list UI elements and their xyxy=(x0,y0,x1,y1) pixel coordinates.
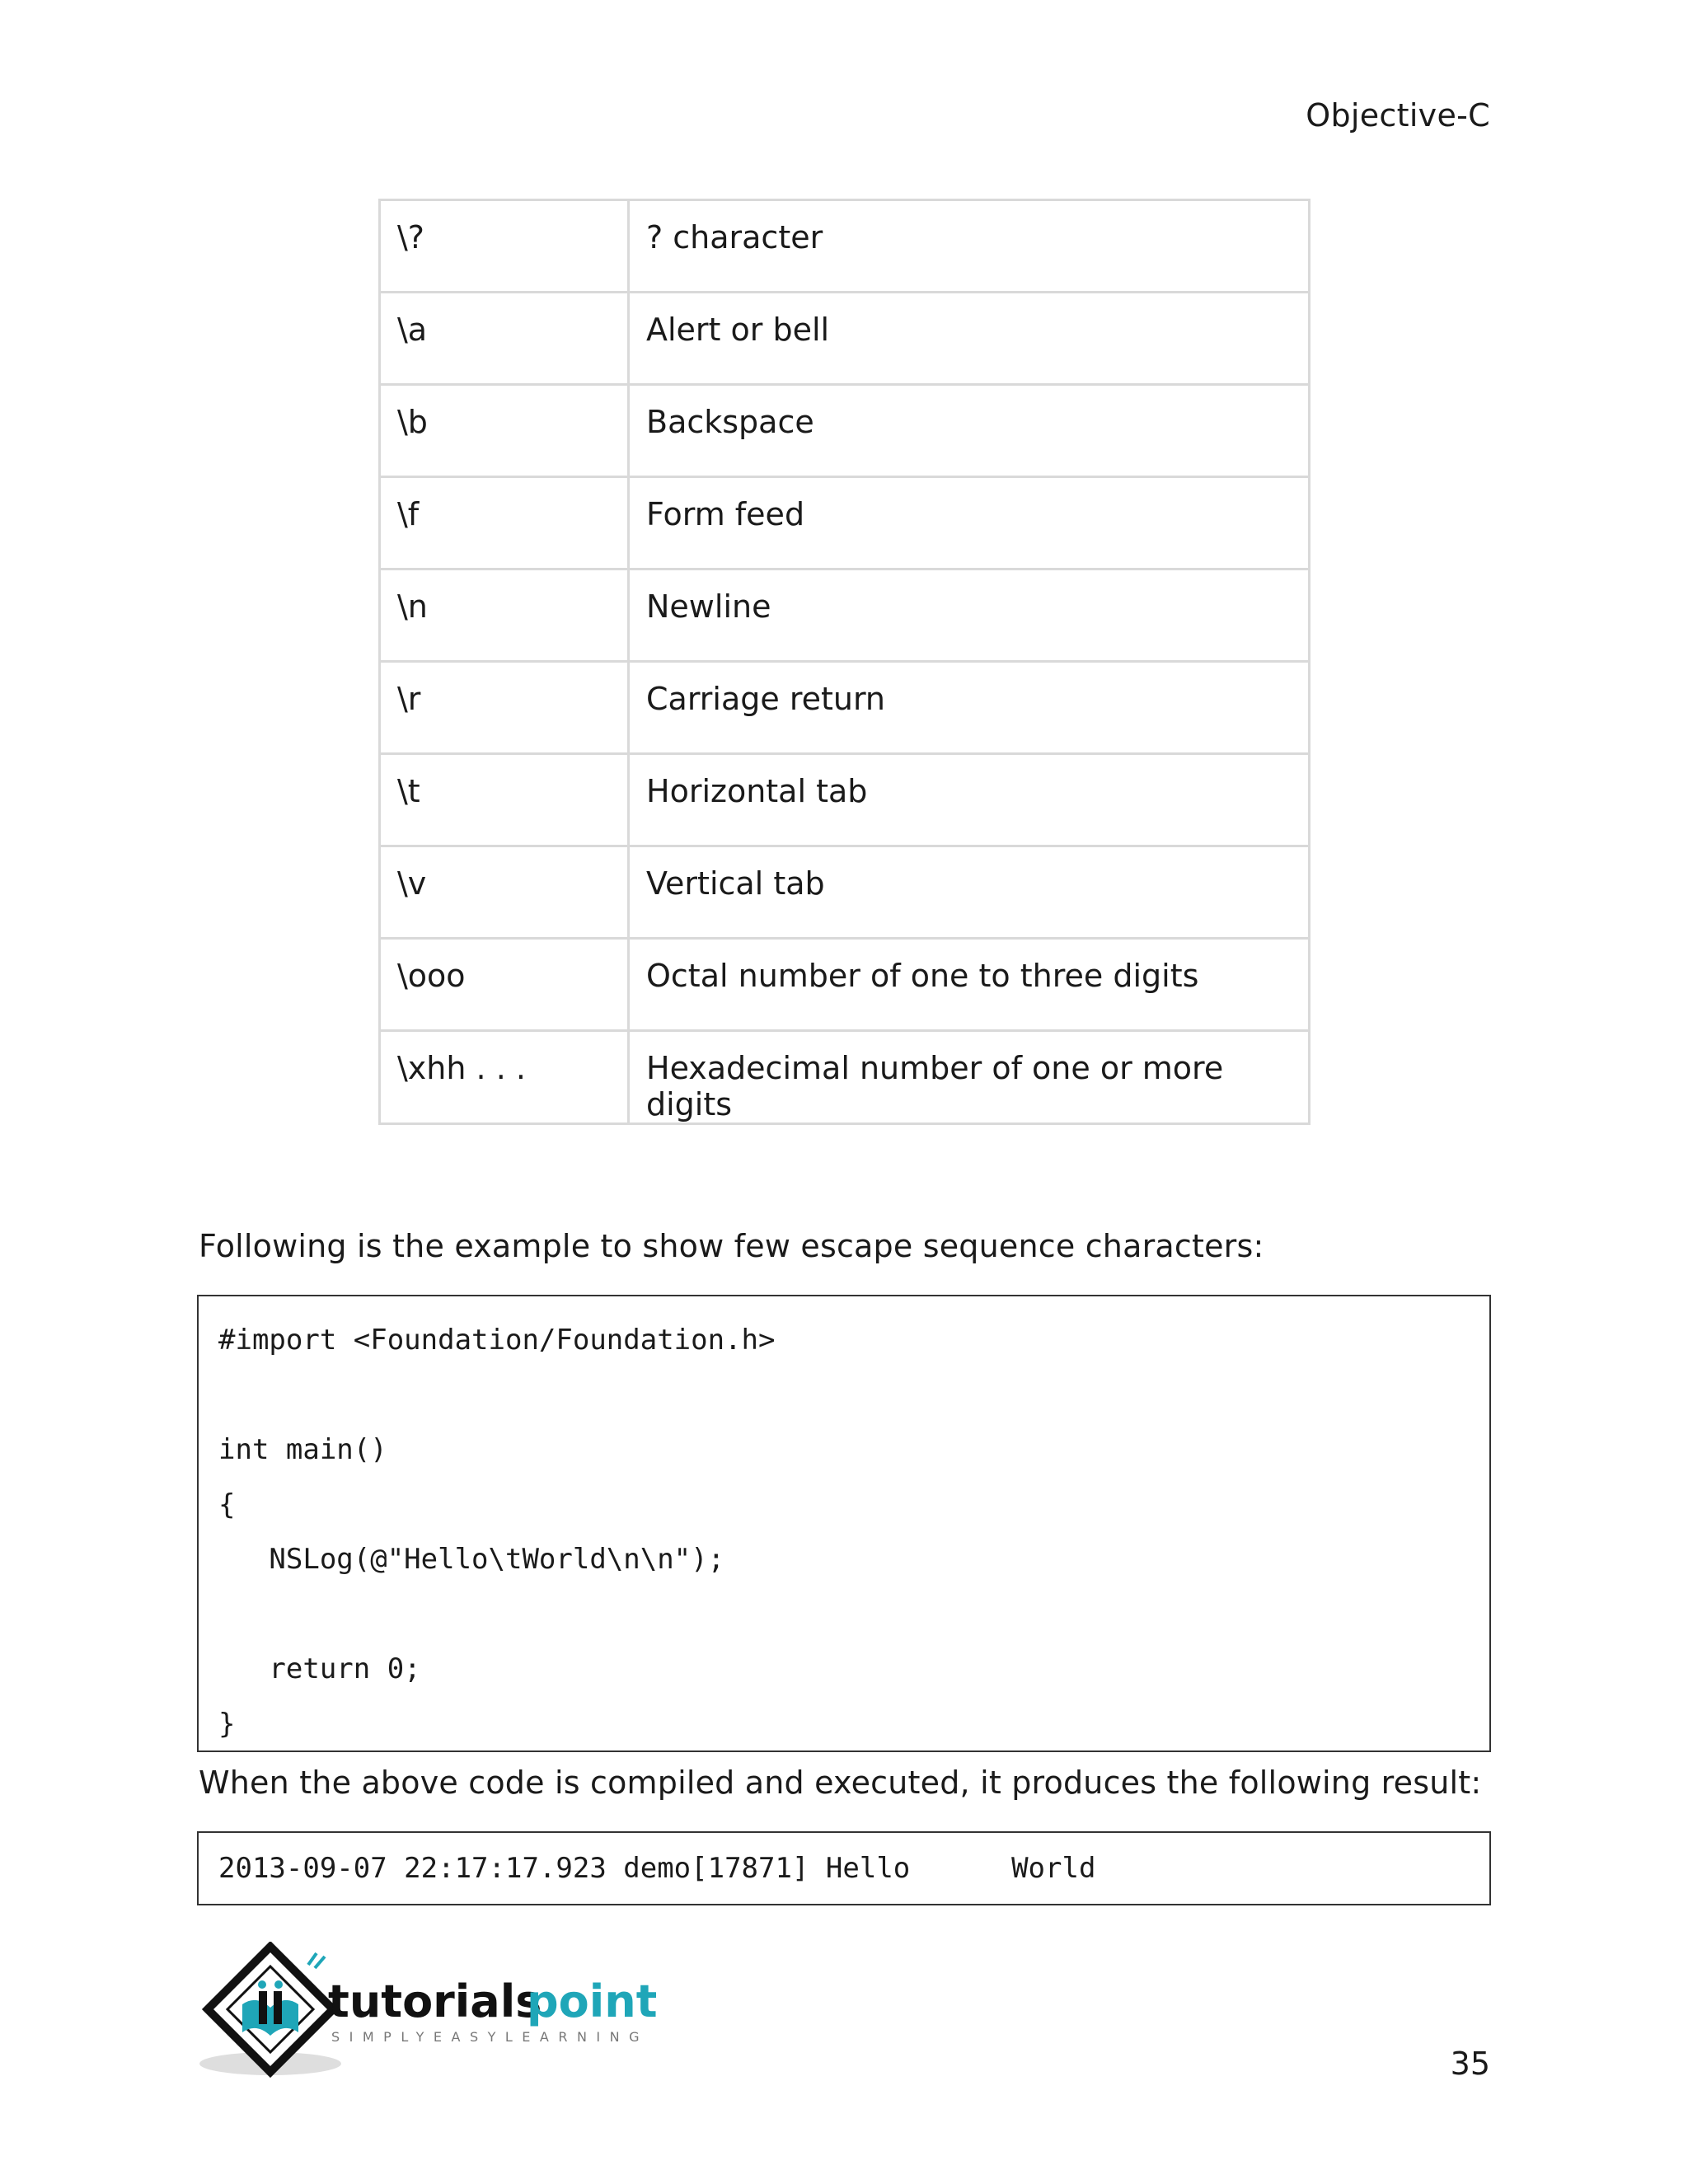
escape-meaning-cell: Hexadecimal number of one or more digits xyxy=(629,1031,1310,1124)
table-row xyxy=(380,477,1310,569)
escape-meaning-cell: Alert or bell xyxy=(629,293,1310,385)
intro-paragraph: Following is the example to show few escape sequence characters: xyxy=(199,1228,1264,1264)
escape-meaning-cell: Octal number of one to three digits xyxy=(629,939,1310,1031)
code-line: { xyxy=(218,1488,236,1521)
code-line xyxy=(218,1368,1489,1423)
escape-sequence-cell: \r xyxy=(380,662,629,754)
escape-sequence-cell: \v xyxy=(380,846,629,939)
escape-sequence-cell: \? xyxy=(380,200,629,293)
code-line: #import <Foundation/Foundation.h> xyxy=(218,1324,776,1357)
table-row xyxy=(380,754,1310,846)
table-row xyxy=(380,1031,1310,1124)
table-row xyxy=(380,939,1310,1031)
table-row xyxy=(380,200,1310,293)
code-line xyxy=(218,1587,1489,1643)
table-row xyxy=(380,569,1310,662)
escape-meaning-cell: Vertical tab xyxy=(629,846,1310,939)
escape-sequence-table xyxy=(378,199,1311,1125)
code-line: NSLog(@"Hello\tWorld\n\n"); xyxy=(218,1543,725,1576)
output-line: 2013-09-07 22:17:17.923 demo[17871] Hello World xyxy=(218,1852,1096,1885)
escape-sequence-cell: \n xyxy=(380,569,629,662)
table-row xyxy=(380,846,1310,939)
escape-meaning-cell: Form feed xyxy=(629,477,1310,569)
escape-meaning-cell: Horizontal tab xyxy=(629,754,1310,846)
result-paragraph: When the above code is compiled and executed, it produces the following result: xyxy=(199,1765,1482,1801)
escape-sequence-cell: \f xyxy=(380,477,629,569)
escape-sequence-cell: \b xyxy=(380,385,629,477)
escape-meaning-cell: Newline xyxy=(629,569,1310,662)
table-row xyxy=(380,662,1310,754)
escape-sequence-cell: \xhh . . . xyxy=(380,1031,629,1124)
escape-meaning-cell: Backspace xyxy=(629,385,1310,477)
page-number: 35 xyxy=(1450,2046,1490,2082)
escape-meaning-cell: ? character xyxy=(629,200,1310,293)
output-block xyxy=(197,1831,1491,1905)
logo-brand-left: tutorials xyxy=(328,1975,542,2027)
table-row xyxy=(380,293,1310,385)
logo-brand-right: point xyxy=(527,1975,656,2027)
diamond-book-icon xyxy=(208,1947,333,2072)
escape-sequence-cell: \a xyxy=(380,293,629,385)
page-header-title: Objective-C xyxy=(1306,97,1490,134)
source-code-block xyxy=(197,1295,1491,1752)
logo-tagline: SIMPLYEASYLEARNING xyxy=(331,2029,649,2045)
code-line: } xyxy=(218,1707,236,1741)
escape-meaning-cell: Carriage return xyxy=(629,662,1310,754)
escape-sequence-cell: \ooo xyxy=(380,939,629,1031)
tutorialspoint-logo xyxy=(195,1942,656,2082)
code-line: return 0; xyxy=(218,1652,421,1685)
escape-sequence-cell: \t xyxy=(380,754,629,846)
table-row xyxy=(380,385,1310,477)
code-line: int main() xyxy=(218,1433,387,1466)
